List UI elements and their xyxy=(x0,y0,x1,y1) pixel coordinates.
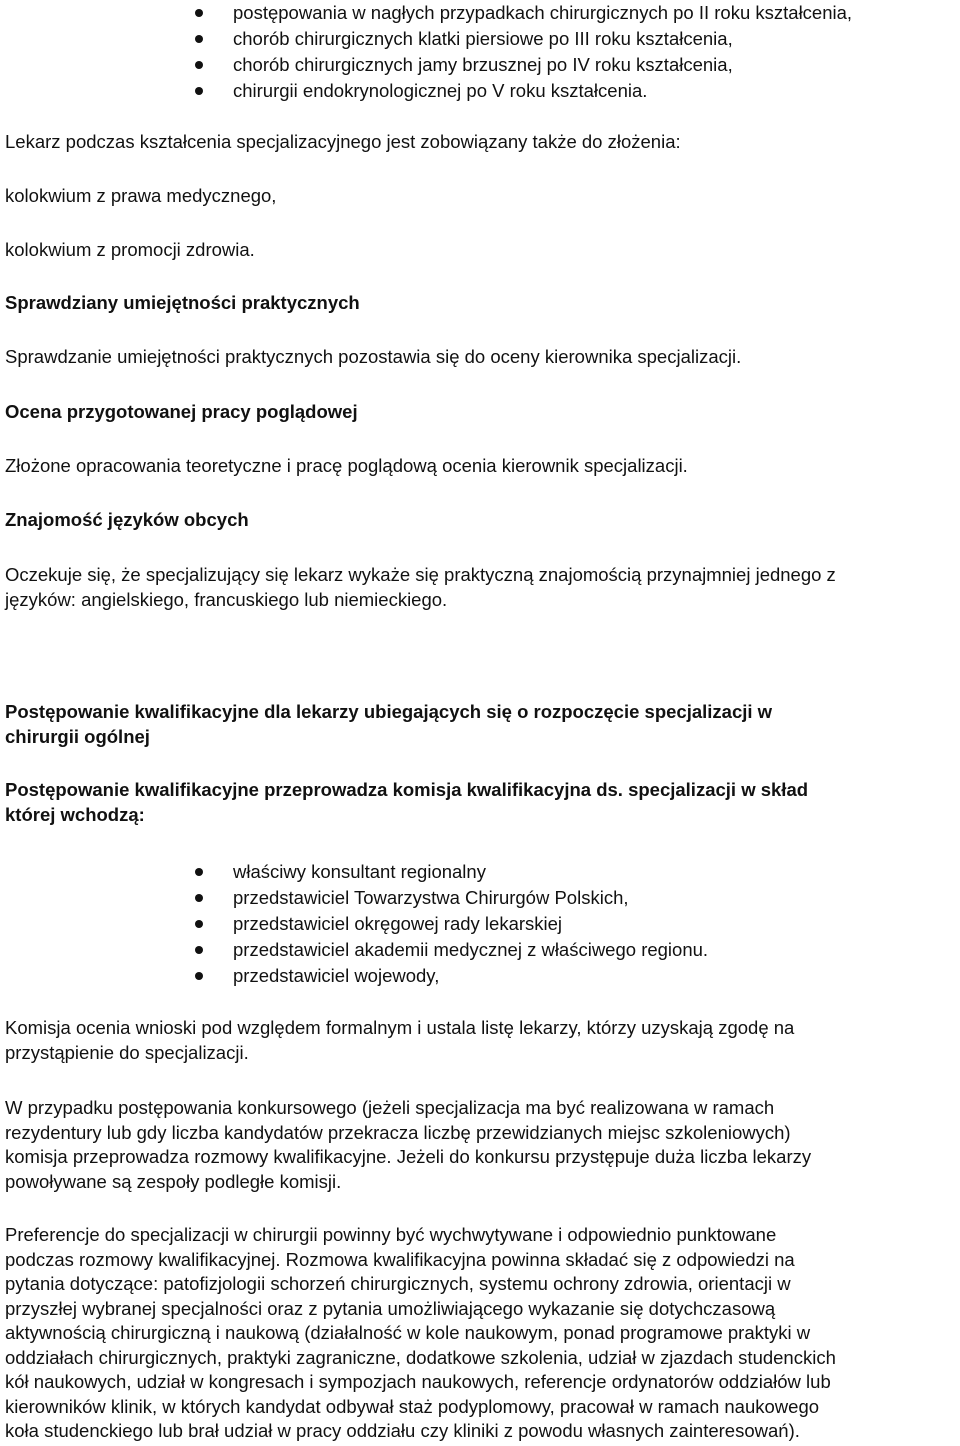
paragraph-sprawdzanie: Sprawdzanie umiejętności praktycznych pozostawia się do oceny kierownika specjalizacji. xyxy=(5,346,742,367)
list-item: chirurgii endokrynologicznej po V roku kształcenia. xyxy=(5,78,957,104)
list-item: postępowania w nagłych przypadkach chirurgicznych po II roku kształcenia, xyxy=(5,0,957,26)
bullet-icon xyxy=(195,868,203,876)
heading-komisja: Postępowanie kwalifikacyjne przeprowadza komisja kwalifikacyjna ds. specjalizacji w skład której wchodzą: xyxy=(5,779,809,825)
paragraph-kolokwium-prawo: kolokwium z prawa medycznego, xyxy=(5,185,277,206)
paragraph-oczekuje: Oczekuje się, że specjalizujący się lekarz wykaże się praktyczną znajomością przynajmniej jednego z języków: angielskiego, francuskiego lub niemieckiego. xyxy=(5,564,836,610)
paragraph-konkurs: W przypadku postępowania konkursowego (jeżeli specjalizacja ma być realizowana w ramach rezydentury lub gdy liczba kandydatów przekracza liczbę przewidzianych miejsc szkoleniowych) komisja przeprowadza rozmowy kwalifikacyjne. Jeżeli do konkursu przystępuje duża liczba lekarzy powoływane są zespoły podległe komisji. xyxy=(5,1097,812,1192)
list-item: chorób chirurgicznych klatki piersiowe po III roku kształcenia, xyxy=(5,26,957,52)
list-item: przedstawiciel Towarzystwa Chirurgów Polskich, xyxy=(5,885,957,911)
bullet-icon xyxy=(195,35,203,43)
list-item: chorób chirurgicznych jamy brzusznej po IV roku kształcenia, xyxy=(5,52,957,78)
komisja-list xyxy=(5,859,957,989)
heading-postepowanie: Postępowanie kwalifikacyjne dla lekarzy ubiegających się o rozpoczęcie specjalizacji w chirurgii ogólnej xyxy=(5,701,773,747)
exam-list xyxy=(5,0,957,104)
bullet-icon xyxy=(195,87,203,95)
heading-ocena: Ocena przygotowanej pracy poglądowej xyxy=(5,401,358,422)
paragraph-zlozone: Złożone opracowania teoretyczne i pracę poglądową ocenia kierownik specjalizacji. xyxy=(5,455,688,476)
bullet-icon xyxy=(195,920,203,928)
paragraph-lekarz: Lekarz podczas kształcenia specjalizacyjnego jest zobowiązany także do złożenia: xyxy=(5,131,681,152)
bullet-icon xyxy=(195,9,203,17)
paragraph-kolokwium-promocja: kolokwium z promocji zdrowia. xyxy=(5,239,255,260)
paragraph-komisja-ocena: Komisja ocenia wnioski pod względem formalnym i ustala listę lekarzy, którzy uzyskają zgodę na przystąpienie do specjalizacji. xyxy=(5,1017,795,1063)
list-item: przedstawiciel okręgowej rady lekarskiej xyxy=(5,911,957,937)
heading-jezyki: Znajomość języków obcych xyxy=(5,509,249,530)
paragraph-preferencje: Preferencje do specjalizacji w chirurgii powinny być wychwytywane i odpowiednio punktowane podczas rozmowy kwalifikacyjnej. Rozmowa kwalifikacyjna powinna składać się z odpowiedzi na pytania dotyczące: patofizjologii schorzeń chirurgicznych, systemu ochrony zdrowia, orientacji w przyszłej wybranej specjalności oraz z pytania umożliwiającego wykazanie się dotychczasową aktywnością chirurgiczną i naukową (działalność w kole naukowym, ponad programowe praktyki w oddziałach chirurgicznych, praktyki zagraniczne, dodatkowe szkolenia, udział w zjazdach studenckich kół naukowych, udział w kongresach i sympozjach naukowych, referencje ordynatorów oddziałów lub kierowników klinik, w których kandydat odbywał staż podyplomowy, pracował w ramach naukowego koła studenckiego lub brał udział w pracy oddziału czy kliniki z powodu własnych zainteresowań). xyxy=(5,1224,836,1441)
list-item: przedstawiciel akademii medycznej z właściwego regionu. xyxy=(5,937,957,963)
bullet-icon xyxy=(195,61,203,69)
bullet-icon xyxy=(195,894,203,902)
heading-sprawdziany: Sprawdziany umiejętności praktycznych xyxy=(5,292,360,313)
list-item: przedstawiciel wojewody, xyxy=(5,963,957,989)
bullet-icon xyxy=(195,946,203,954)
list-item: właściwy konsultant regionalny xyxy=(5,859,957,885)
bullet-icon xyxy=(195,972,203,980)
